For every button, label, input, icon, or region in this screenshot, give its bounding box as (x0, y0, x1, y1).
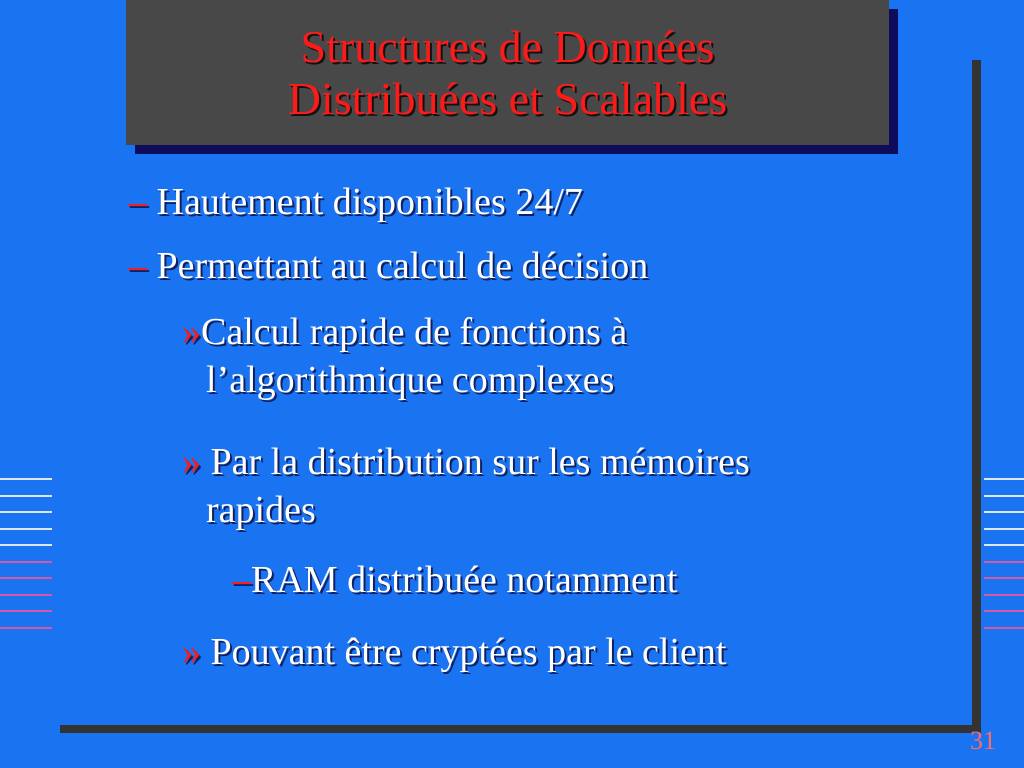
bullet-text: Permettant au calcul de décision (156, 245, 649, 287)
frame-bottom-bar (60, 725, 981, 733)
guillemet-marker: » (182, 631, 201, 673)
right-stripes-decoration (984, 478, 1024, 643)
sub-bullet-item (182, 438, 902, 534)
bullet-text-line-2: rapides (206, 489, 316, 531)
bullet-text-line-1: Par la distribution sur les mémoires (201, 441, 750, 483)
dash-marker: – (232, 559, 251, 601)
sub-bullet-item (182, 628, 726, 676)
bullet-text: Pouvant être cryptées par le client (201, 631, 727, 673)
bullet-text-line-1: Calcul rapide de fonctions à (201, 311, 628, 353)
slide-title-line-2: Distribuées et Scalables (287, 72, 728, 124)
guillemet-marker: » (182, 311, 201, 353)
sub-sub-bullet-item (232, 556, 677, 604)
left-stripes-decoration (0, 478, 52, 643)
frame-right-bar (972, 60, 981, 732)
dash-marker: – (128, 245, 147, 287)
dash-marker: – (128, 181, 147, 223)
slide-title-line-1: Structures de Données (300, 20, 715, 72)
guillemet-marker: » (182, 441, 201, 483)
bullet-item (128, 178, 583, 226)
bullet-text: RAM distribuée notamment (251, 559, 678, 601)
sub-bullet-item (182, 308, 802, 404)
bullet-text: Hautement disponibles 24/7 (156, 181, 583, 223)
bullet-text-line-2: l’algorithmique complexes (206, 359, 615, 401)
bullet-item (128, 242, 648, 290)
page-number: 31 (970, 726, 996, 755)
title-box (126, 0, 889, 145)
